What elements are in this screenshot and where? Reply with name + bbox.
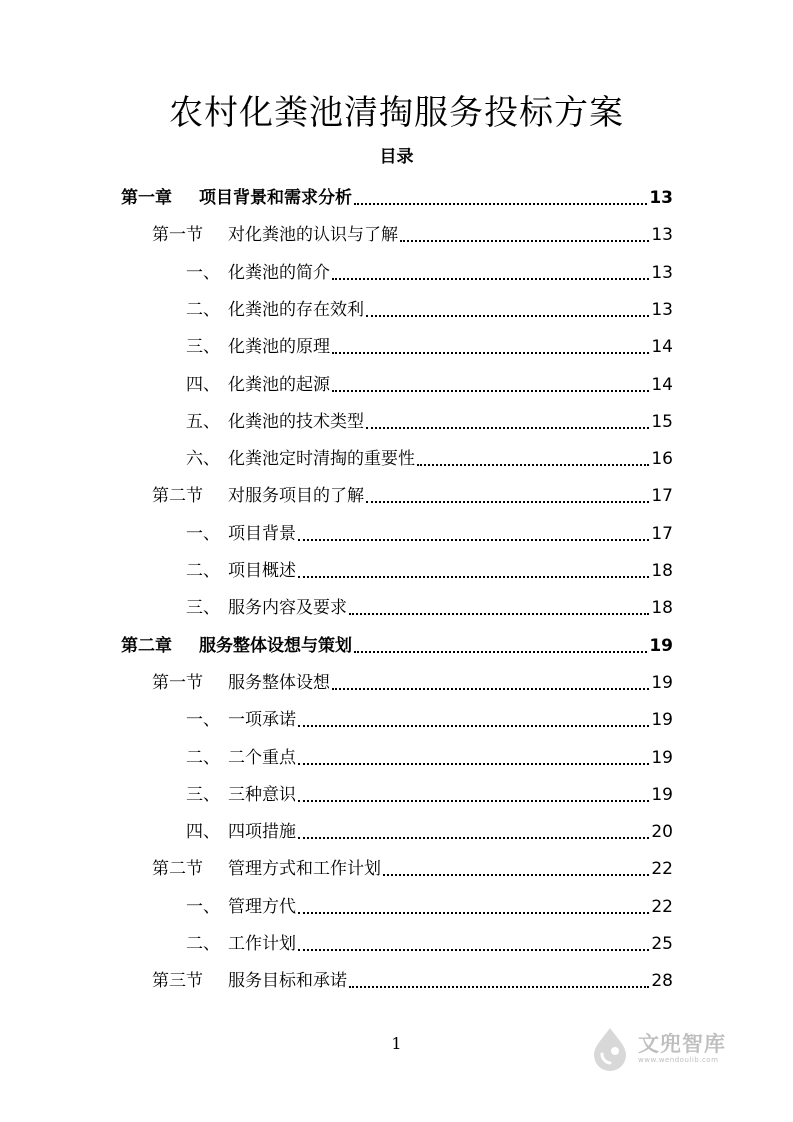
toc-entry-title [152, 484, 364, 508]
toc-entry-prefix: 第三节 [152, 971, 203, 991]
toc-entry[interactable] [186, 290, 673, 322]
toc-entry-title [152, 969, 347, 993]
toc-entry-prefix: 第一节 [152, 673, 203, 693]
toc-entry-page: 17 [651, 486, 673, 506]
watermark-url: www.wendoulib.com [638, 1055, 719, 1064]
toc-entry-page: 16 [651, 449, 673, 469]
toc-entry-title [186, 298, 364, 322]
dot-leader [349, 986, 649, 988]
toc-entry-title [186, 559, 296, 583]
toc-entry[interactable] [186, 551, 673, 583]
toc-entry[interactable] [186, 514, 673, 546]
toc-entry[interactable] [186, 365, 673, 397]
toc-entry[interactable] [186, 253, 673, 285]
toc-entry-title [152, 857, 381, 881]
toc-entry[interactable] [152, 663, 673, 695]
toc-entry-prefix: 一、 [186, 897, 220, 917]
toc-entry-title [186, 373, 330, 397]
toc-entry-label: 项目背景 [228, 524, 296, 544]
droplet-logo-icon [586, 1024, 634, 1072]
dot-leader [298, 837, 649, 839]
dot-leader [298, 800, 649, 802]
dot-leader [298, 949, 649, 951]
toc-entry-title [186, 820, 296, 844]
toc-entry-label: 项目背景和需求分析 [199, 188, 352, 208]
toc-entry-title [186, 708, 296, 732]
dot-leader [332, 278, 649, 280]
toc-entry-prefix: 六、 [186, 449, 220, 469]
toc-entry-prefix: 第二节 [152, 859, 203, 879]
toc-entry-label: 服务目标和承诺 [228, 971, 347, 991]
dot-leader [400, 240, 649, 242]
dot-leader [383, 874, 649, 876]
dot-leader [298, 576, 649, 578]
dot-leader [298, 912, 649, 914]
dot-leader [298, 725, 649, 727]
toc-entry-page: 15 [651, 412, 673, 432]
toc-entry[interactable] [186, 887, 673, 919]
toc-entry-page: 19 [651, 748, 673, 768]
dot-leader [349, 613, 649, 615]
toc-entry-label: 管理方代 [228, 897, 296, 917]
toc-entry[interactable] [186, 812, 673, 844]
toc-entry-prefix: 四、 [186, 375, 220, 395]
watermark [586, 1020, 766, 1076]
toc-entry-prefix: 第一章 [121, 188, 172, 208]
toc-entry-prefix: 第一节 [152, 225, 203, 245]
toc-entry-title [121, 634, 352, 658]
toc-entry-label: 对服务项目的了解 [228, 486, 364, 506]
toc-entry-page: 13 [649, 188, 673, 208]
toc-entry-label: 一项承诺 [228, 710, 296, 730]
toc-entry-label: 化粪池的原理 [228, 337, 330, 357]
toc-entry-page: 19 [651, 785, 673, 805]
toc-entry[interactable] [152, 961, 673, 993]
toc-entry-prefix: 三、 [186, 598, 220, 618]
dot-leader [332, 352, 649, 354]
page-title: 农村化粪池清掏服务投标方案 [169, 93, 624, 133]
toc-entry-label: 服务内容及要求 [228, 598, 347, 618]
toc-entry-page: 14 [651, 375, 673, 395]
toc-entry[interactable] [152, 849, 673, 881]
toc-entry-title [186, 932, 296, 956]
toc-entry-prefix: 第二章 [121, 636, 172, 656]
toc-entry-title [152, 223, 398, 247]
dot-leader [298, 539, 649, 541]
dot-leader [354, 651, 647, 653]
toc-entry-prefix: 二、 [186, 561, 220, 581]
toc-entry[interactable] [186, 700, 673, 732]
toc-entry-label: 对化粪池的认识与了解 [228, 225, 398, 245]
toc-entry-title [186, 410, 364, 434]
toc-entry-page: 18 [651, 561, 673, 581]
watermark-name: 文兜智库 [638, 1031, 726, 1056]
toc-entry[interactable] [121, 626, 673, 658]
toc-entry-page: 19 [651, 673, 673, 693]
toc-entry[interactable] [121, 178, 673, 210]
toc-entry-prefix: 五、 [186, 412, 220, 432]
toc-entry-label: 服务整体设想与策划 [199, 636, 352, 656]
toc-entry-title [186, 746, 296, 770]
toc-entry-label: 三种意识 [228, 785, 296, 805]
toc-entry-label: 管理方式和工作计划 [228, 859, 381, 879]
dot-leader [332, 390, 649, 392]
watermark-text [638, 1032, 726, 1065]
toc-entry-page: 13 [651, 225, 673, 245]
toc-entry[interactable] [186, 924, 673, 956]
dot-leader [298, 763, 649, 765]
toc-entry[interactable] [186, 439, 673, 471]
toc-entry-prefix: 四、 [186, 822, 220, 842]
dot-leader [332, 688, 649, 690]
toc-entry[interactable] [186, 738, 673, 770]
toc-entry-page: 22 [651, 859, 673, 879]
toc-entry-page: 28 [651, 971, 673, 991]
toc-entry-title [186, 783, 296, 807]
toc-entry[interactable] [152, 476, 673, 508]
dot-leader [366, 315, 649, 317]
toc-entry-prefix: 二、 [186, 934, 220, 954]
toc-entry-prefix: 一、 [186, 263, 220, 283]
toc-entry[interactable] [186, 402, 673, 434]
toc-entry-title [186, 522, 296, 546]
dot-leader [417, 464, 649, 466]
toc-entry-label: 化粪池的起源 [228, 375, 330, 395]
toc-entry-page: 17 [651, 524, 673, 544]
toc-entry-label: 化粪池的存在效利 [228, 300, 364, 320]
toc-entry-title [152, 671, 330, 695]
toc-entry-title [121, 186, 352, 210]
toc-entry-label: 四项措施 [228, 822, 296, 842]
toc-entry-page: 19 [651, 710, 673, 730]
toc-entry-page: 19 [649, 636, 673, 656]
toc-entry-label: 化粪池的技术类型 [228, 412, 364, 432]
toc-entry-prefix: 一、 [186, 710, 220, 730]
toc-entry-page: 13 [651, 300, 673, 320]
toc-entry-page: 25 [651, 934, 673, 954]
toc-entry-label: 二个重点 [228, 748, 296, 768]
toc-entry-page: 13 [651, 263, 673, 283]
toc-entry-prefix: 三、 [186, 785, 220, 805]
toc-entry[interactable] [186, 588, 673, 620]
dot-leader [366, 427, 649, 429]
toc-entry-page: 18 [651, 598, 673, 618]
toc-entry-page: 22 [651, 897, 673, 917]
toc-entry-label: 化粪池的简介 [228, 263, 330, 283]
toc-entry-label: 工作计划 [228, 934, 296, 954]
toc-entry-prefix: 二、 [186, 300, 220, 320]
toc-entry-label: 服务整体设想 [228, 673, 330, 693]
toc-entry-label: 项目概述 [228, 561, 296, 581]
toc-entry-title [186, 261, 330, 285]
page-number: 1 [391, 1034, 402, 1053]
toc-heading: 目录 [379, 147, 414, 167]
toc-entry-label: 化粪池定时清掏的重要性 [228, 449, 415, 469]
toc-entry[interactable] [186, 327, 673, 359]
toc-entry-prefix: 一、 [186, 524, 220, 544]
toc-entry-prefix: 二、 [186, 748, 220, 768]
toc-entry-prefix: 第二节 [152, 486, 203, 506]
toc-entry-title [186, 447, 415, 471]
dot-leader [366, 501, 649, 503]
toc-entry-prefix: 三、 [186, 337, 220, 357]
toc-entry-title [186, 335, 330, 359]
dot-leader [354, 203, 647, 205]
toc-entry-title [186, 596, 347, 620]
toc-entry[interactable] [152, 215, 673, 247]
toc-entry[interactable] [186, 775, 673, 807]
toc-entry-page: 14 [651, 337, 673, 357]
toc-entry-title [186, 895, 296, 919]
toc-entry-page: 20 [651, 822, 673, 842]
